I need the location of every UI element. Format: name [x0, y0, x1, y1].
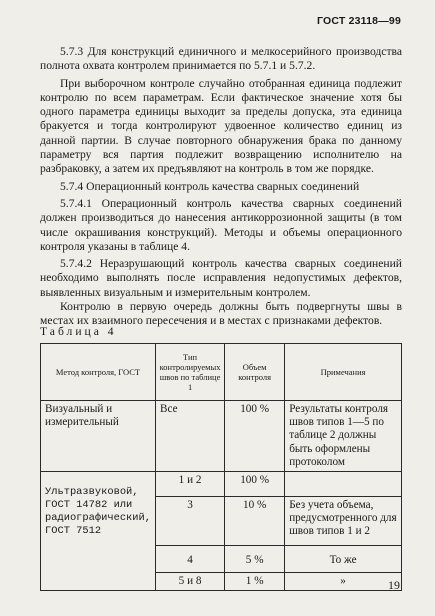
header-weld-type: Тип контролируемых швов по таблице 1	[156, 344, 225, 401]
cell-type: 3	[156, 497, 225, 546]
cell-volume: 100 %	[225, 472, 285, 497]
paragraph: Контролю в первую очередь должны быть подвергнуты швы в местах их взаимного пересечения и в местах с признаками дефектов.	[40, 300, 402, 328]
cell-method: Ультразвуковой, ГОСТ 14782 или радиографический, ГОСТ 7512	[41, 472, 156, 591]
cell-note: То же	[285, 546, 402, 573]
cell-volume: 1 %	[225, 573, 285, 591]
cell-note: Результаты контроля швов типов 1—5 по таблице 2 должны быть оформлены протоколом	[285, 401, 402, 472]
header-notes: Примечания	[285, 344, 402, 401]
cell-type: 4	[156, 546, 225, 573]
cell-type: 1 и 2	[156, 472, 225, 497]
section-heading: 5.7.4 Операционный контроль качества сварных соединений	[60, 179, 360, 193]
header-method: Метод контроля, ГОСТ	[41, 344, 156, 401]
header-volume: Объем контроля	[225, 344, 285, 401]
cell-type: Все	[156, 401, 225, 472]
table-row	[41, 401, 402, 472]
cell-method: Визуальный и измерительный	[41, 401, 156, 472]
cell-note: »	[285, 573, 402, 591]
page-number: 19	[388, 578, 400, 592]
cell-note: Без учета объема, предусмотренного для швов типов 1 и 2	[285, 497, 402, 546]
paragraph: При выборочном контроле случайно отобранная единица подлежит контролю по всем параметрам. Если фактическое значение хотя бы одного параметра единицы выходит за пределы допуска, эта единица бракуется и тогда контролируют удвоенное количество единиц из данной партии. В случае повторного обнаружения брака по данному параметру вся партия подлежит возвращению исполнителю на разбраковку, а затем их предъявляют на контроль в том же порядке.	[40, 76, 402, 176]
body-text	[40, 45, 402, 329]
control-methods-table	[40, 343, 402, 591]
paragraph: 5.7.3 Для конструкций единичного и мелкосерийного производства полнота охвата контролем принимается по 5.7.1 и 5.7.2.	[40, 45, 402, 73]
cell-volume: 10 %	[225, 497, 285, 546]
cell-type: 5 и 8	[156, 573, 225, 591]
standard-header: ГОСТ 23118—99	[316, 15, 401, 27]
cell-volume: 100 %	[225, 401, 285, 472]
cell-note	[285, 472, 402, 497]
table-caption: Таблица 4	[40, 325, 117, 338]
table-header-row	[41, 344, 402, 401]
paragraph: 5.7.4.1 Операционный контроль качества сварных соединений должен производиться до нанесения антикоррозионной защиты (в том числе окрашивания конструкций). Методы и объемы операционного контроля указаны в таблице 4.	[40, 196, 402, 253]
cell-volume: 5 %	[225, 546, 285, 573]
paragraph: 5.7.4.2 Неразрушающий контроль качества сварных соединений необходимо выполнять после исправления недопустимых дефектов, выявленных визуальным и измерительным контролем.	[40, 257, 402, 299]
table-row	[41, 472, 402, 497]
